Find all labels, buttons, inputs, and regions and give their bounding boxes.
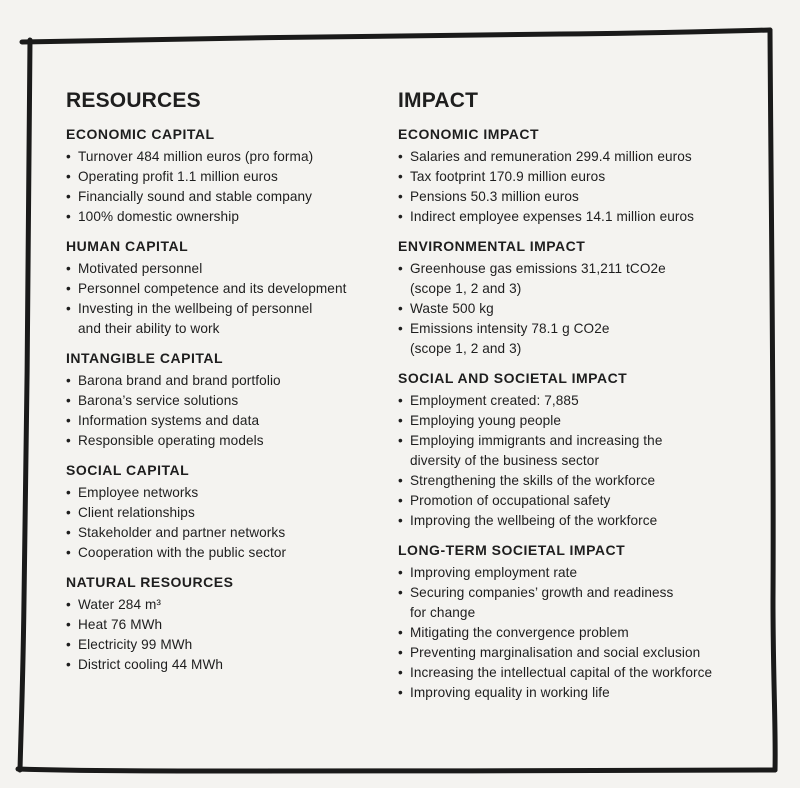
list-item: • Emissions intensity 78.1 g CO2e (scope 1, 2 and 3) (398, 319, 758, 359)
section-title: HUMAN CAPITAL (66, 238, 189, 254)
bullet-list (66, 483, 386, 563)
section-title: SOCIAL AND SOCIETAL IMPACT (398, 370, 628, 386)
list-item: • Employee networks (66, 483, 386, 503)
list-item: • Turnover 484 million euros (pro forma) (66, 147, 386, 167)
list-item: • Barona brand and brand portfolio (66, 371, 386, 391)
bullet-list (398, 259, 758, 359)
resources-column (66, 88, 386, 684)
resources-section (66, 348, 386, 451)
list-item: • Indirect employee expenses 14.1 million euros (398, 207, 758, 227)
resources-section (66, 124, 386, 227)
impact-sections (398, 124, 758, 703)
list-item: • Increasing the intellectual capital of the workforce (398, 663, 758, 683)
list-item: • District cooling 44 MWh (66, 655, 386, 675)
list-item: • Preventing marginalisation and social exclusion (398, 643, 758, 663)
bullet-list (398, 147, 758, 227)
list-item: • Employment created: 7,885 (398, 391, 758, 411)
list-item: • Motivated personnel (66, 259, 386, 279)
list-item: • Greenhouse gas emissions 31,211 tCO2e (scope 1, 2 and 3) (398, 259, 758, 299)
list-item: • Personnel competence and its development (66, 279, 386, 299)
bullet-list (66, 371, 386, 451)
list-item: • Improving employment rate (398, 563, 758, 583)
list-item: • Water 284 m³ (66, 595, 386, 615)
section-title: ECONOMIC IMPACT (398, 126, 540, 142)
list-item: • Employing young people (398, 411, 758, 431)
impact-section (398, 236, 758, 359)
section-title: ECONOMIC CAPITAL (66, 126, 215, 142)
list-item: • Improving equality in working life (398, 683, 758, 703)
section-title: ENVIRONMENTAL IMPACT (398, 238, 586, 254)
list-item: • Waste 500 kg (398, 299, 758, 319)
list-item: • Mitigating the convergence problem (398, 623, 758, 643)
list-item: • Securing companies’ growth and readiness for change (398, 583, 758, 623)
section-title: SOCIAL CAPITAL (66, 462, 190, 478)
section-title: LONG-TERM SOCIETAL IMPACT (398, 542, 626, 558)
bullet-list (398, 391, 758, 531)
list-item: • Improving the wellbeing of the workforce (398, 511, 758, 531)
bullet-list (66, 147, 386, 227)
resources-section (66, 236, 386, 339)
list-item: • Cooperation with the public sector (66, 543, 386, 563)
list-item: • Promotion of occupational safety (398, 491, 758, 511)
bullet-list (398, 563, 758, 703)
list-item: • Operating profit 1.1 million euros (66, 167, 386, 187)
impact-column (398, 88, 758, 712)
list-item: • Salaries and remuneration 299.4 million euros (398, 147, 758, 167)
list-item: • Heat 76 MWh (66, 615, 386, 635)
list-item: • Financially sound and stable company (66, 187, 386, 207)
section-title: NATURAL RESOURCES (66, 574, 234, 590)
list-item: • Investing in the wellbeing of personnel and their ability to work (66, 299, 386, 339)
section-title: INTANGIBLE CAPITAL (66, 350, 224, 366)
impact-title: IMPACT (398, 89, 479, 112)
resources-section (66, 460, 386, 563)
list-item: • Employing immigrants and increasing the diversity of the business sector (398, 431, 758, 471)
list-item: • 100% domestic ownership (66, 207, 386, 227)
list-item: • Pensions 50.3 million euros (398, 187, 758, 207)
list-item: • Electricity 99 MWh (66, 635, 386, 655)
impact-section (398, 540, 758, 703)
list-item: • Tax footprint 170.9 million euros (398, 167, 758, 187)
list-item: • Stakeholder and partner networks (66, 523, 386, 543)
list-item: • Information systems and data (66, 411, 386, 431)
bullet-list (66, 595, 386, 675)
bullet-list (66, 259, 386, 339)
list-item: • Client relationships (66, 503, 386, 523)
resources-section (66, 572, 386, 675)
resources-title: RESOURCES (66, 89, 201, 112)
list-item: • Barona’s service solutions (66, 391, 386, 411)
list-item: • Responsible operating models (66, 431, 386, 451)
resources-sections (66, 124, 386, 675)
impact-section (398, 124, 758, 227)
impact-section (398, 368, 758, 531)
list-item: • Strengthening the skills of the workforce (398, 471, 758, 491)
